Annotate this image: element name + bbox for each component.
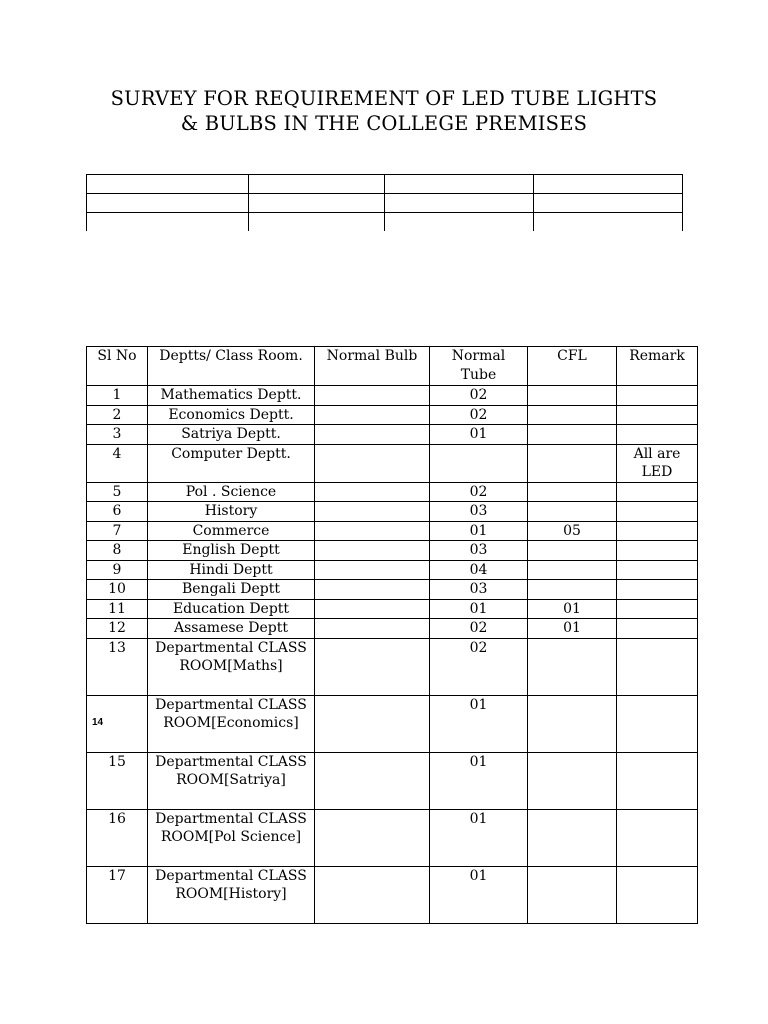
blank-table-cell xyxy=(87,194,249,213)
cell-cfl xyxy=(528,482,617,502)
cell-sl-no: 2 xyxy=(87,405,148,425)
cell-remark xyxy=(617,752,698,809)
document-title-line-2: & BULBS IN THE COLLEGE PREMISES xyxy=(180,112,588,135)
header-cfl: CFL xyxy=(528,347,617,386)
cell-sl-no: 15 xyxy=(87,752,148,809)
table-row xyxy=(87,866,698,923)
cell-sl-no: 4 xyxy=(87,444,148,482)
table-row xyxy=(87,695,698,752)
cell-dept: Pol . Science xyxy=(148,482,315,502)
table-row xyxy=(87,405,698,425)
cell-sl-no: 17 xyxy=(87,866,148,923)
cell-remark xyxy=(617,619,698,639)
cell-dept: Departmental CLASS ROOM[Maths] xyxy=(148,638,315,695)
cell-normal-bulb xyxy=(315,619,430,639)
cell-normal-tube: 01 xyxy=(430,809,528,866)
cell-remark xyxy=(617,482,698,502)
cell-normal-bulb xyxy=(315,599,430,619)
cell-dept: English Deptt xyxy=(148,541,315,561)
cell-dept: History xyxy=(148,502,315,522)
header-remark: Remark xyxy=(617,347,698,386)
cell-sl-no: 14 xyxy=(87,695,148,752)
table-row xyxy=(87,482,698,502)
cell-normal-bulb xyxy=(315,866,430,923)
header-sl-no: Sl No xyxy=(87,347,148,386)
blank-table-cell xyxy=(87,213,249,232)
cell-remark xyxy=(617,599,698,619)
blank-table-cell xyxy=(385,213,534,232)
table-row xyxy=(87,521,698,541)
table-row xyxy=(87,444,698,482)
cell-normal-bulb xyxy=(315,521,430,541)
cell-dept: Departmental CLASS ROOM[Satriya] xyxy=(148,752,315,809)
cell-dept: Bengali Deptt xyxy=(148,580,315,600)
cell-cfl xyxy=(528,444,617,482)
document-title-line-1: SURVEY FOR REQUIREMENT OF LED TUBE LIGHTS xyxy=(110,87,658,110)
cell-normal-tube: 01 xyxy=(430,599,528,619)
blank-table-row xyxy=(87,175,683,194)
cell-remark xyxy=(617,695,698,752)
cell-sl-no: 5 xyxy=(87,482,148,502)
header-depts: Deptts/ Class Room. xyxy=(148,347,315,386)
cell-cfl xyxy=(528,809,617,866)
blank-table-cell xyxy=(534,213,683,232)
cell-sl-no: 8 xyxy=(87,541,148,561)
cell-normal-bulb xyxy=(315,386,430,406)
blank-table-row xyxy=(87,213,683,232)
cell-normal-bulb xyxy=(315,809,430,866)
cell-dept: Assamese Deptt xyxy=(148,619,315,639)
cell-normal-tube: 01 xyxy=(430,425,528,445)
cell-remark xyxy=(617,866,698,923)
table-row xyxy=(87,386,698,406)
cell-sl-no: 13 xyxy=(87,638,148,695)
cell-normal-tube: 01 xyxy=(430,752,528,809)
cell-sl-no: 9 xyxy=(87,560,148,580)
cell-normal-bulb xyxy=(315,541,430,561)
document-title xyxy=(40,86,728,136)
blank-table xyxy=(86,174,683,231)
cell-normal-bulb xyxy=(315,405,430,425)
cell-normal-bulb xyxy=(315,580,430,600)
cell-remark xyxy=(617,405,698,425)
cell-remark xyxy=(617,638,698,695)
cell-sl-no: 11 xyxy=(87,599,148,619)
cell-normal-bulb xyxy=(315,425,430,445)
cell-dept: Departmental CLASS ROOM[Economics] xyxy=(148,695,315,752)
cell-remark xyxy=(617,541,698,561)
cell-cfl xyxy=(528,866,617,923)
cell-dept: Satriya Deptt. xyxy=(148,425,315,445)
cell-normal-bulb xyxy=(315,482,430,502)
table-row xyxy=(87,580,698,600)
blank-table-cell xyxy=(534,194,683,213)
cell-cfl: 01 xyxy=(528,599,617,619)
cell-remark xyxy=(617,560,698,580)
cell-dept: Education Deptt xyxy=(148,599,315,619)
cell-sl-no: 6 xyxy=(87,502,148,522)
cell-dept: Mathematics Deptt. xyxy=(148,386,315,406)
cell-remark xyxy=(617,580,698,600)
cell-dept: Departmental CLASS ROOM[Pol Science] xyxy=(148,809,315,866)
cell-normal-bulb xyxy=(315,695,430,752)
cell-normal-tube: 02 xyxy=(430,638,528,695)
header-normal-bulb: Normal Bulb xyxy=(315,347,430,386)
cell-normal-tube: 02 xyxy=(430,619,528,639)
cell-normal-tube: 02 xyxy=(430,405,528,425)
cell-cfl: 01 xyxy=(528,619,617,639)
table-header-row xyxy=(87,347,698,386)
cell-normal-tube: 01 xyxy=(430,866,528,923)
blank-table-cell xyxy=(385,194,534,213)
cell-cfl xyxy=(528,405,617,425)
cell-remark xyxy=(617,386,698,406)
cell-cfl xyxy=(528,425,617,445)
blank-table-cell xyxy=(385,175,534,194)
survey-table xyxy=(86,346,698,924)
cell-sl-no: 7 xyxy=(87,521,148,541)
cell-normal-bulb xyxy=(315,638,430,695)
cell-cfl xyxy=(528,541,617,561)
cell-normal-tube: 01 xyxy=(430,695,528,752)
blank-table-cell xyxy=(249,194,385,213)
cell-cfl: 05 xyxy=(528,521,617,541)
blank-table-cell xyxy=(249,213,385,232)
table-row xyxy=(87,560,698,580)
cell-cfl xyxy=(528,580,617,600)
cell-sl-no: 10 xyxy=(87,580,148,600)
cell-normal-tube: 03 xyxy=(430,502,528,522)
cell-cfl xyxy=(528,386,617,406)
cell-remark xyxy=(617,809,698,866)
blank-table-cell xyxy=(534,175,683,194)
cell-sl-no: 1 xyxy=(87,386,148,406)
cell-dept: Economics Deptt. xyxy=(148,405,315,425)
header-normal-tube: Normal Tube xyxy=(430,347,528,386)
cell-dept: Departmental CLASS ROOM[History] xyxy=(148,866,315,923)
cell-normal-bulb xyxy=(315,502,430,522)
table-row xyxy=(87,752,698,809)
cell-sl-no: 3 xyxy=(87,425,148,445)
cell-normal-tube: 03 xyxy=(430,541,528,561)
cell-cfl xyxy=(528,752,617,809)
table-row xyxy=(87,502,698,522)
table-row xyxy=(87,619,698,639)
cell-normal-tube: 02 xyxy=(430,386,528,406)
cell-normal-tube: 03 xyxy=(430,580,528,600)
table-row xyxy=(87,541,698,561)
cell-remark xyxy=(617,521,698,541)
cell-cfl xyxy=(528,695,617,752)
cell-remark xyxy=(617,502,698,522)
table-row xyxy=(87,638,698,695)
table-row xyxy=(87,425,698,445)
table-row xyxy=(87,599,698,619)
blank-table-cell xyxy=(87,175,249,194)
cell-sl-no: 16 xyxy=(87,809,148,866)
cell-normal-bulb xyxy=(315,560,430,580)
cell-cfl xyxy=(528,502,617,522)
cell-normal-tube: 01 xyxy=(430,521,528,541)
cell-normal-bulb xyxy=(315,752,430,809)
cell-cfl xyxy=(528,638,617,695)
cell-dept: Commerce xyxy=(148,521,315,541)
table-row xyxy=(87,809,698,866)
cell-sl-no: 12 xyxy=(87,619,148,639)
cell-normal-tube xyxy=(430,444,528,482)
cell-normal-tube: 04 xyxy=(430,560,528,580)
cell-dept: Hindi Deptt xyxy=(148,560,315,580)
cell-cfl xyxy=(528,560,617,580)
blank-table-row xyxy=(87,194,683,213)
cell-normal-bulb xyxy=(315,444,430,482)
cell-remark xyxy=(617,425,698,445)
cell-dept: Computer Deptt. xyxy=(148,444,315,482)
cell-normal-tube: 02 xyxy=(430,482,528,502)
blank-table-cell xyxy=(249,175,385,194)
cell-remark: All are LED xyxy=(617,444,698,482)
